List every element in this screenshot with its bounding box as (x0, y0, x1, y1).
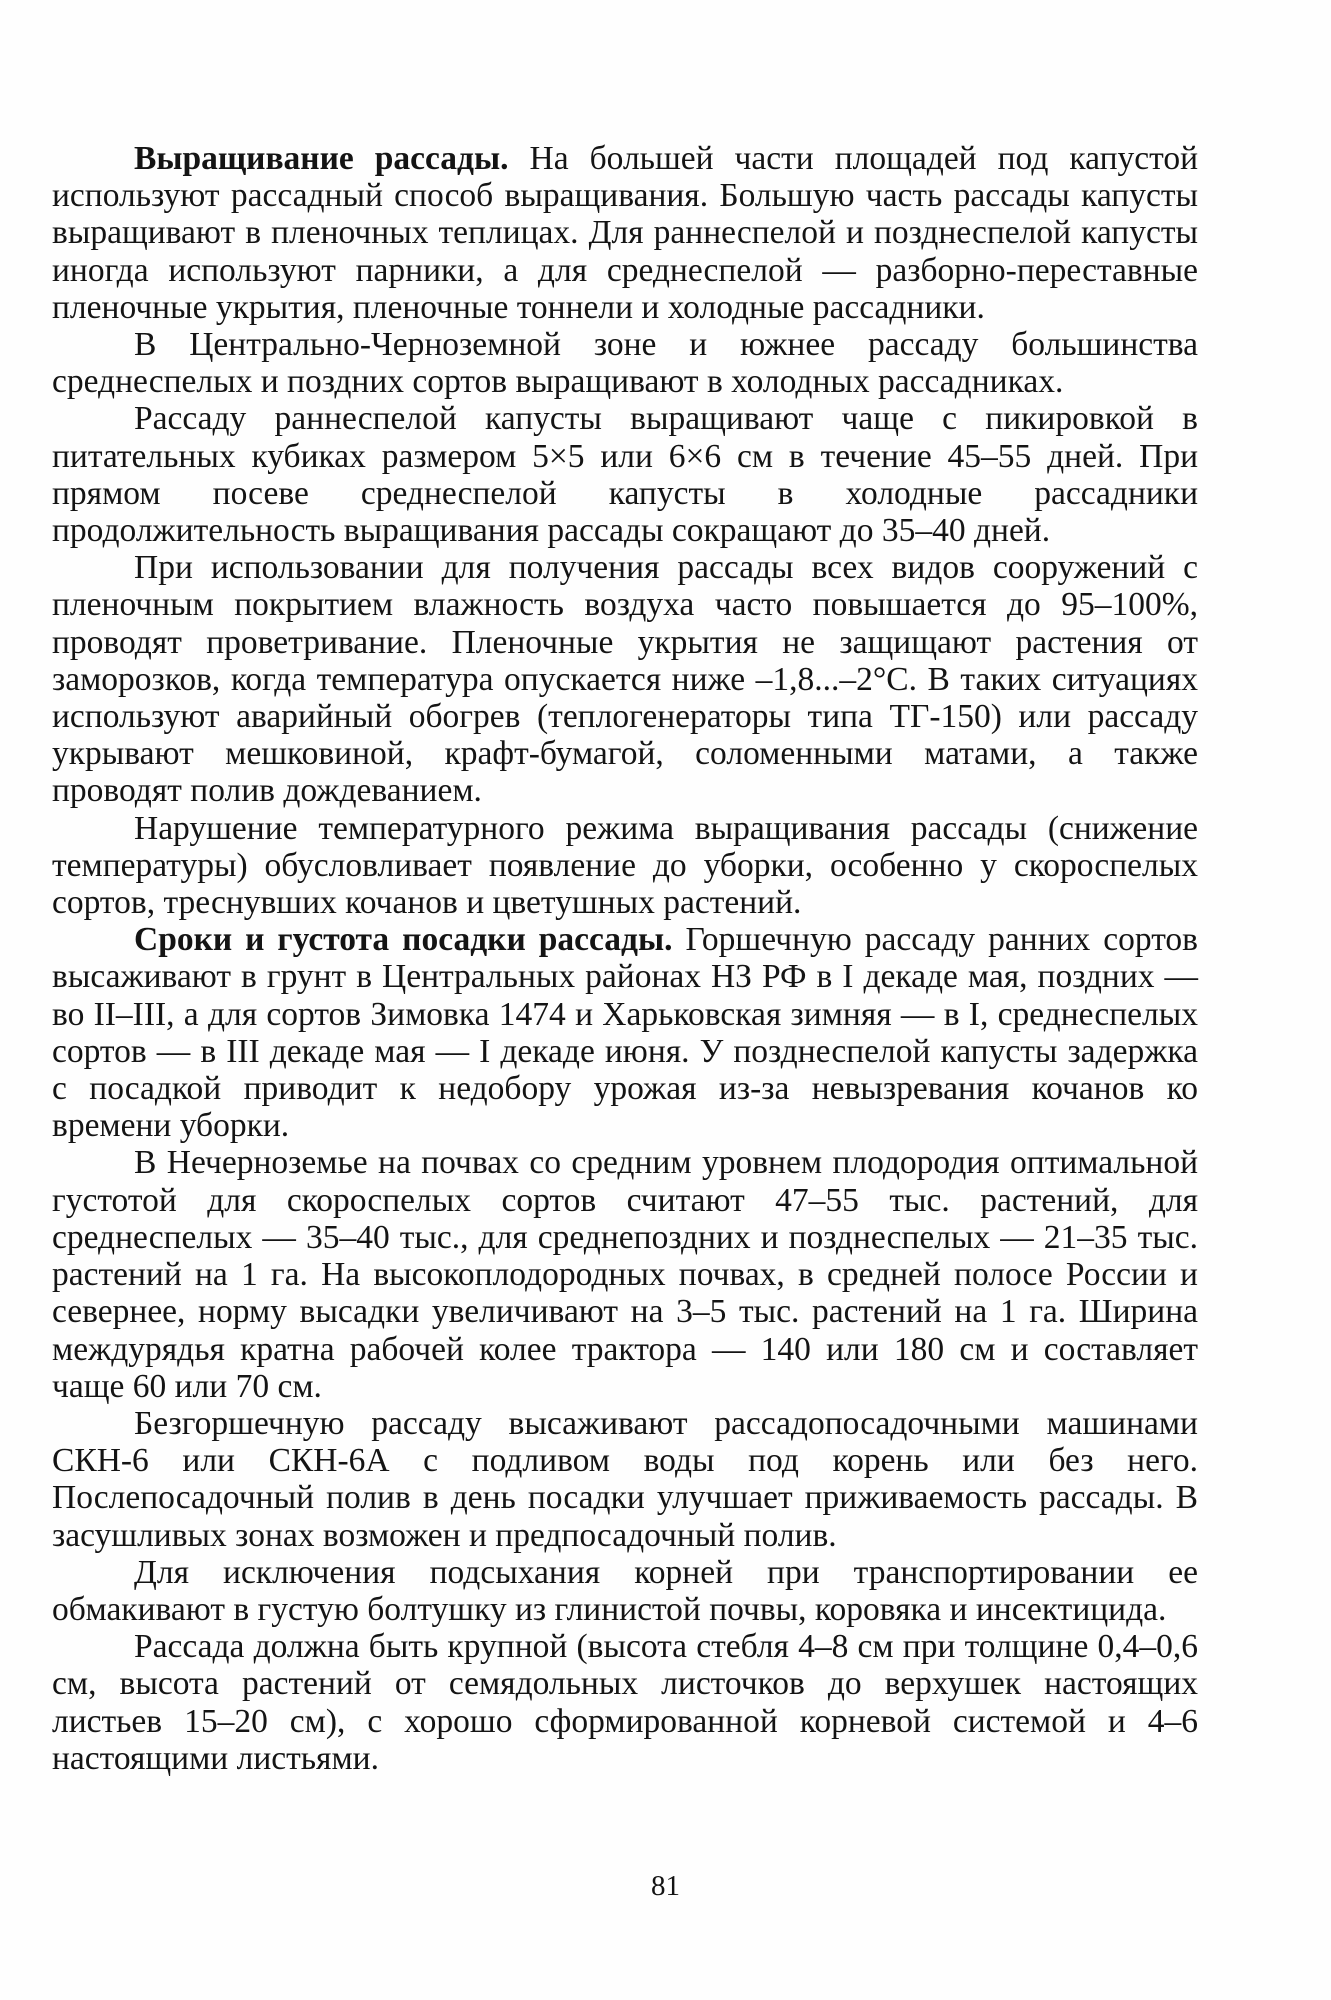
section-heading-planting-dates: Сроки и густота посадки рассады. (134, 921, 673, 959)
paragraph-central-chernozem: В Центрально-Черноземной зоне и южнее рассаду большинства среднеспелых и поздних сортов выращивают в холодных рассадниках. (52, 326, 1198, 401)
paragraph-temperature-regime: Нарушение температурного режима выращивания рассады (снижение температуры) обусловливает появление до уборки, особенно у скороспелых сортов, треснувших кочанов и цветушных растений. (52, 809, 1198, 922)
paragraph-density: В Нечерноземье на почвах со средним уровнем плодородия оптимальной густотой для скороспелых сортов считают 47–55 тыс. растений, для среднеспелых — 35–40 тыс., для среднепоздних и позднеспелых — 21–35 тыс. растений на 1 га. На высокоплодородных почвах, в средней полосе России и севернее, норму высадки увеличивают на 3–5 тыс. растений на 1 га. Ширина междурядья кратна рабочей колее трактора — 140 или 180 см и составляет чаще 60 или 70 см. (52, 1144, 1198, 1405)
page-number: 81 (651, 1870, 680, 1902)
paragraph-seedling-quality: Рассада должна быть крупной (высота стебля 4–8 см при толщине 0,4–0,6 см, высота растений от семядольных листочков до верхушек настоящих листьев 15–20 см), с хорошо сформированной корневой системой и 4–6 настоящими листьями. (52, 1628, 1198, 1777)
paragraph-potless-seedlings: Безгоршечную рассаду высаживают рассадопосадочными машинами СКН-6 или СКН-6А с подливом воды под корень или без него. Послепосадочный полив в день посадки улучшает приживаемость рассады. В засушливых зонах возможен и предпосадочный полив. (52, 1404, 1198, 1554)
paragraph-text: На большей части площадей под капустой используют рассадный способ выращивания. Большую часть рассады капусты выращивают в пленочных теплицах. Для раннеспелой и позднеспелой капусты иногда используют парники, а для среднеспелой — разборно-переставные пленочные укрытия, пленочные тоннели и холодные рассадники. (52, 140, 1198, 326)
body-text (52, 140, 1198, 1777)
paragraph-text: Горшечную рассаду ранних сортов высаживают в грунт в Центральных районах НЗ РФ в I декаде мая, поздних — во II–III, а для сортов Зимовка 1474 и Харьковская зимняя — в I, среднеспелых сортов — в III декаде мая — I декаде июня. У позднеспелой капусты задержка с посадкой приводит к недобору урожая из-за невызревания кочанов ко времени уборки. (52, 921, 1198, 1145)
section-heading-seedling-growing: Выращивание рассады. (134, 140, 509, 177)
paragraph-root-dipping: Для исключения подсыхания корней при транспортировании ее обмакивают в густую болтушку из глинистой почвы, коровяка и инсектицида. (52, 1553, 1198, 1628)
paragraph-seedling-growing (52, 140, 1198, 326)
paragraph-early-seedlings: Рассаду раннеспелой капусты выращивают чаще с пикировкой в питательных кубиках размером 5×5 или 6×6 см в течение 45–55 дней. При прямом посеве среднеспелой капусты в холодные рассадники продолжительность выращивания рассады сокращают до 35–40 дней. (52, 400, 1198, 550)
paragraph-planting-dates (52, 921, 1198, 1144)
paragraph-film-structures: При использовании для получения рассады всех видов сооружений с пленочным покрытием влажность воздуха часто повышается до 95–100%, проводят проветривание. Пленочные укрытия не защищают растения от заморозков, когда температура опускается ниже –1,8...–2°С. В таких ситуациях используют аварийный обогрев (теплогенераторы типа ТГ-150) или рассаду укрывают мешковиной, крафт-бумагой, соломенными матами, а также проводят полив дождеванием. (52, 549, 1198, 810)
